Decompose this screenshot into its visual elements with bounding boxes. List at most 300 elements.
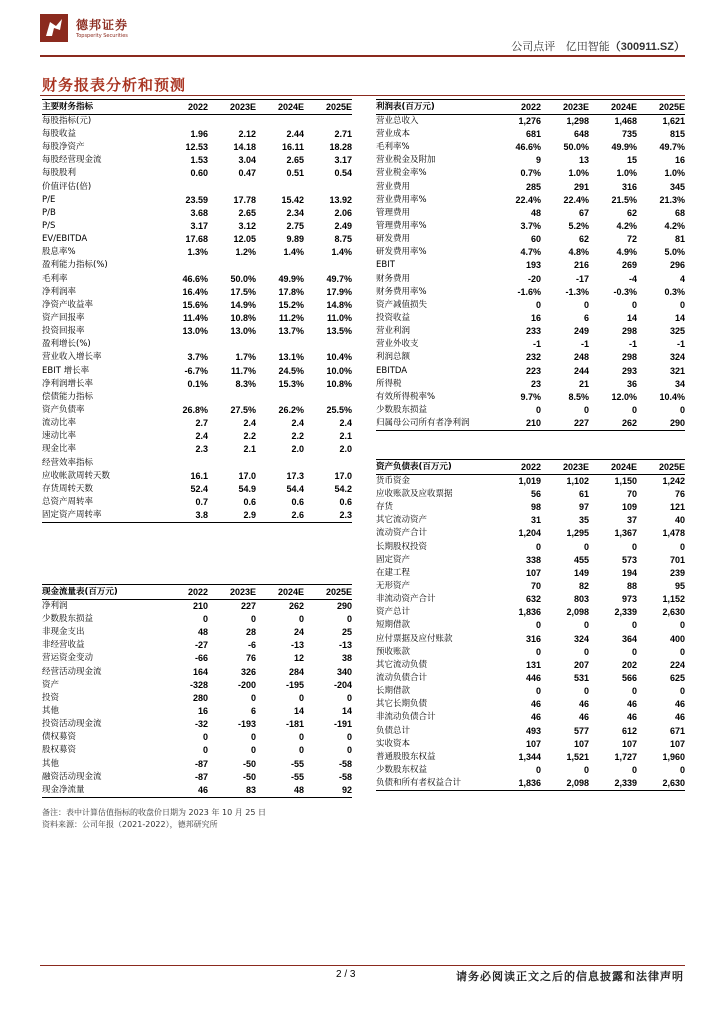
cell-value: 973: [621, 594, 637, 605]
cell-value: 54.4: [286, 483, 304, 494]
row-label: 投资收益: [376, 313, 411, 324]
row-label: 非经营收益: [42, 640, 85, 651]
cell-value: [208, 338, 256, 351]
cell-value: 26.2%: [278, 405, 304, 416]
table-row: [42, 351, 352, 364]
cell-value: 14: [674, 313, 685, 324]
cell-value: 2.4: [339, 418, 352, 429]
year-header: 2025E: [304, 100, 352, 115]
cell-value: 13.5%: [326, 326, 352, 337]
cell-value: 216: [573, 260, 589, 271]
row-label: 净利润增长率: [42, 378, 94, 389]
year-header: 2023E: [541, 100, 589, 115]
cell-value: 2.4: [195, 431, 208, 442]
row-label: 流动比率: [42, 418, 77, 429]
cell-value: 1.0%: [568, 168, 589, 179]
cell-value: 1.2%: [235, 247, 256, 258]
cell-value: 1,242: [662, 476, 685, 486]
row-label: 营业费用率%: [376, 194, 427, 205]
table-row: [376, 233, 685, 246]
row-label: 营业成本: [376, 129, 411, 140]
table-row: [376, 567, 685, 580]
cell-value: -6.7%: [184, 365, 208, 376]
cell-value: [256, 259, 304, 272]
table-row: [42, 167, 352, 180]
cell-value: 210: [493, 417, 541, 431]
table-row: [376, 554, 685, 567]
cell-value: 21.3%: [659, 194, 685, 205]
row-label: 营业费用: [376, 181, 411, 192]
cell-value: -58: [338, 771, 352, 782]
cell-value: 54.2: [334, 483, 352, 494]
cell-value: 23: [530, 378, 541, 389]
row-label: EBIT 增长率: [42, 365, 90, 376]
table-row: [42, 666, 352, 679]
cell-value: 340: [336, 666, 352, 677]
table-row: [42, 613, 352, 626]
cell-value: 3.7%: [520, 221, 541, 232]
row-label: 流动资产合计: [376, 528, 428, 539]
cell-value: 1,276: [518, 116, 541, 126]
cell-value: 13.0%: [182, 326, 208, 337]
table-row: [376, 633, 685, 646]
cell-value: 0: [583, 541, 589, 552]
cell-value: 290: [637, 417, 685, 431]
cell-value: 2.3: [195, 444, 208, 455]
table-header-row: [42, 100, 352, 115]
cell-value: 493: [525, 725, 541, 736]
cell-value: 0: [631, 541, 637, 552]
cell-value: 0: [631, 620, 637, 631]
cell-value: 248: [573, 352, 589, 363]
cell-value: 34: [674, 378, 685, 389]
cell-value: 10.0%: [326, 365, 352, 376]
cell-value: 2.1: [339, 431, 352, 442]
cell-value: 82: [578, 581, 589, 592]
cell-value: 21.5%: [611, 194, 637, 205]
cell-value: 15.3%: [278, 378, 304, 389]
table-header-row: [376, 460, 685, 475]
cell-value: 23.59: [185, 194, 208, 205]
table-row: [42, 496, 352, 509]
cell-value: [256, 391, 304, 404]
cell-value: -1.6%: [517, 286, 541, 297]
table-row: [42, 705, 352, 718]
row-label: 应收账款及应收票据: [376, 489, 453, 500]
cell-value: 2.6: [256, 509, 304, 523]
cell-value: 76: [674, 489, 685, 500]
cell-value: 14: [293, 706, 304, 717]
cell-value: 11.2%: [278, 313, 304, 324]
cell-value: 14.18: [233, 142, 256, 153]
cell-value: 2.4: [243, 418, 256, 429]
cell-value: 0: [298, 614, 304, 625]
cell-value: 0: [679, 686, 685, 697]
cell-value: [304, 457, 352, 470]
year-header: 2024E: [589, 100, 637, 115]
logo-english-name: Topsperity Securities: [76, 33, 128, 39]
row-label: 投资活动现金流: [42, 719, 102, 730]
cell-value: 8.3%: [235, 378, 256, 389]
cell-value: 531: [573, 673, 589, 684]
header-divider: [40, 55, 685, 57]
brand-logo-icon: [40, 14, 68, 42]
cell-value: 0: [346, 732, 352, 743]
cell-value: [208, 181, 256, 194]
table-row: [42, 626, 352, 639]
cell-value: 49.9%: [611, 142, 637, 153]
row-label: 管理费用率%: [376, 221, 427, 232]
cell-value: -32: [194, 719, 208, 730]
cell-value: 1,102: [566, 476, 589, 486]
row-label: 管理费用: [376, 207, 411, 218]
row-label: 总资产周转率: [42, 497, 94, 507]
cell-value: [160, 457, 208, 470]
table-row: [42, 758, 352, 771]
cell-value: 2.4: [291, 418, 304, 429]
table-row: [376, 672, 685, 685]
table-row: [42, 771, 352, 784]
row-label: 研发费用: [376, 234, 411, 245]
cell-value: 46: [626, 712, 637, 723]
row-label: 所得税: [376, 378, 402, 389]
table-header-row: [42, 585, 352, 600]
cell-value: 2,339: [589, 777, 637, 791]
row-label: 股息率%: [42, 247, 76, 258]
row-label: 盈利增长(%): [42, 339, 91, 350]
table-row: [42, 273, 352, 286]
cell-value: 8.5%: [568, 391, 589, 402]
row-label: 其它长期负债: [376, 699, 428, 710]
cell-value: 13.0%: [230, 326, 256, 337]
cell-value: 224: [669, 659, 685, 670]
cell-value: 0: [202, 614, 208, 625]
cell-value: 54.9: [238, 483, 256, 494]
row-label: 资产总计: [376, 607, 411, 618]
cell-value: 25.5%: [326, 405, 352, 416]
cell-value: 0: [535, 405, 541, 416]
cell-value: 11.7%: [230, 365, 256, 376]
stock-code: （300911.SZ）: [609, 41, 685, 53]
cell-value: 0.60: [190, 168, 208, 179]
row-label: 投资回报率: [42, 326, 85, 337]
cell-value: 3.17: [190, 221, 208, 232]
table-row: [42, 299, 352, 312]
table-row: [42, 115, 352, 129]
cell-value: 36: [626, 378, 637, 389]
cell-value: 298: [621, 326, 637, 337]
cell-value: 72: [626, 234, 637, 245]
cell-value: 24: [293, 627, 304, 638]
table-row: [376, 404, 685, 417]
cell-value: 50.0%: [563, 142, 589, 153]
cell-value: 92: [304, 784, 352, 798]
table-row: [376, 488, 685, 501]
table-row: [376, 299, 685, 312]
cell-value: 227: [541, 417, 589, 431]
cell-value: 193: [525, 260, 541, 271]
cell-value: 121: [669, 502, 685, 513]
table-row: [42, 600, 352, 614]
table-row: [42, 365, 352, 378]
cell-value: 0.51: [286, 168, 304, 179]
cell-value: 61: [578, 489, 589, 500]
cell-value: [304, 259, 352, 272]
row-label: 普通股股东权益: [376, 751, 436, 762]
table-row: [376, 527, 685, 540]
table-row: [42, 220, 352, 233]
cell-value: 1,204: [518, 528, 541, 539]
row-label: 营业税金及附加: [376, 155, 436, 166]
table-row: [376, 698, 685, 711]
cell-value: 83: [208, 784, 256, 798]
cell-value: 1.96: [190, 129, 208, 140]
cell-value: 1,478: [662, 528, 685, 539]
cell-value: 326: [240, 666, 256, 677]
cell-value: [256, 338, 304, 351]
legal-disclaimer: 请务必阅读正文之后的信息披露和法律声明: [456, 970, 684, 983]
cell-value: 11.0%: [326, 313, 352, 324]
cell-value: 107: [621, 738, 637, 749]
row-label: 经营活动现金流: [42, 666, 102, 677]
cell-value: 0: [535, 646, 541, 657]
table-row: [376, 541, 685, 554]
note-source: 资料来源：公司年报（2021-2022），德邦研究所: [42, 820, 218, 829]
table-row: [42, 286, 352, 299]
cell-value: 46: [530, 712, 541, 723]
cell-value: 0: [583, 405, 589, 416]
cell-value: 46.6%: [182, 273, 208, 284]
section-title: 财务报表分析和预测: [42, 76, 187, 94]
cell-value: 3.8: [160, 509, 208, 523]
row-label: 财务费用率%: [376, 286, 427, 297]
cell-value: 22.4%: [515, 194, 541, 205]
row-label: 资产减值损失: [376, 299, 428, 310]
table-row: [376, 246, 685, 259]
cell-value: 12.05: [233, 234, 256, 245]
row-label: 固定资产周转率: [42, 509, 160, 523]
table-row: [42, 470, 352, 483]
cell-value: 2,098: [541, 777, 589, 791]
cell-value: 2.49: [334, 221, 352, 232]
row-label: P/E: [42, 194, 56, 205]
table-row: [376, 606, 685, 619]
table-row: [376, 725, 685, 738]
cell-value: 321: [669, 365, 685, 376]
cell-value: 70: [530, 581, 541, 592]
table-row: [42, 784, 352, 798]
table-row: [376, 593, 685, 606]
report-type: 公司点评: [511, 40, 556, 53]
row-label: 现金净流量: [42, 784, 160, 798]
cell-value: [256, 115, 304, 129]
cell-value: -87: [194, 771, 208, 782]
cell-value: 46: [674, 699, 685, 710]
cell-value: 6: [250, 706, 256, 717]
cell-value: 0: [679, 541, 685, 552]
row-label: 毛利率: [42, 273, 68, 284]
cell-value: 18.28: [329, 142, 352, 153]
row-label: 速动比率: [42, 431, 77, 442]
row-label: 资产回报率: [42, 313, 85, 324]
cell-value: 2.2: [243, 431, 256, 442]
cell-value: 1,344: [518, 751, 541, 762]
cell-value: 446: [525, 673, 541, 684]
row-label: 存货周转天数: [42, 483, 94, 494]
company-name: 亿田智能: [565, 40, 610, 53]
table-row: [376, 764, 685, 777]
cell-value: 48: [530, 207, 541, 218]
row-label: EBIT: [376, 260, 395, 271]
cell-value: 16: [197, 706, 208, 717]
table-row: [376, 286, 685, 299]
cell-value: 400: [669, 633, 685, 644]
table-row: [42, 430, 352, 443]
table-row: [376, 417, 685, 431]
row-label: 在建工程: [376, 567, 411, 578]
cell-value: 202: [621, 659, 637, 670]
row-label: 每股经营现金流: [42, 155, 102, 166]
row-label: 短期借款: [376, 620, 411, 631]
cell-value: 194: [621, 567, 637, 578]
cell-value: -195: [285, 679, 304, 690]
row-label: 净利润: [42, 601, 68, 611]
row-label: 营运资金变动: [42, 653, 94, 664]
cell-value: 9.7%: [520, 391, 541, 402]
cell-value: 1.3%: [187, 247, 208, 258]
row-label: 实收资本: [376, 738, 411, 749]
cell-value: 2,630: [637, 777, 685, 791]
cell-value: 2.34: [286, 207, 304, 218]
cell-value: 0: [535, 686, 541, 697]
company-logo: [40, 14, 170, 46]
cell-value: -58: [338, 758, 352, 769]
row-label: 非流动负债合计: [376, 712, 436, 723]
row-label: 债权募资: [42, 732, 77, 743]
table-row: [376, 365, 685, 378]
cell-value: -1.3%: [565, 286, 589, 297]
row-label: 营业利润: [376, 326, 411, 337]
cell-value: 298: [621, 352, 637, 363]
cell-value: 5.0%: [664, 247, 685, 258]
year-header: 2025E: [304, 585, 352, 600]
cell-value: -6: [247, 640, 256, 651]
table-row: [42, 378, 352, 391]
cell-value: 70: [626, 489, 637, 500]
cell-value: 0: [679, 765, 685, 776]
cell-value: 0: [250, 692, 256, 703]
table-notes: [42, 807, 266, 831]
table-row: [42, 259, 352, 272]
cell-value: 50.0%: [230, 273, 256, 284]
cell-value: 0: [583, 686, 589, 697]
row-label: 应付票据及应付账款: [376, 633, 453, 644]
cell-value: 1,298: [566, 116, 589, 126]
cell-value: 1,836: [493, 777, 541, 791]
cell-value: 2,339: [614, 607, 637, 618]
page-header: [40, 14, 685, 54]
cell-value: 0: [679, 299, 685, 310]
cell-value: 625: [669, 673, 685, 684]
cell-value: 6: [583, 313, 589, 324]
cell-value: 10.4%: [326, 352, 352, 363]
cell-value: 239: [669, 567, 685, 578]
row-label: 经营效率指标: [42, 457, 94, 468]
cell-value: 3.68: [190, 207, 208, 218]
row-label: 财务费用: [376, 273, 411, 284]
cell-value: 67: [578, 207, 589, 218]
table-row: [42, 312, 352, 325]
row-label: 少数股东损益: [376, 405, 428, 416]
cell-value: 0: [298, 692, 304, 703]
cell-value: 2.65: [238, 207, 256, 218]
cell-value: 17.8%: [278, 286, 304, 297]
cell-value: 46: [530, 699, 541, 710]
cell-value: -55: [290, 758, 304, 769]
cell-value: [160, 181, 208, 194]
row-label: 存货: [376, 502, 394, 513]
cell-value: 0: [631, 765, 637, 776]
cell-value: [208, 259, 256, 272]
table-row: [42, 338, 352, 351]
cell-value: 13.92: [329, 194, 352, 205]
cell-value: 573: [621, 554, 637, 565]
cell-value: 46: [578, 712, 589, 723]
cell-value: 612: [621, 725, 637, 736]
cell-value: 28: [245, 627, 256, 638]
cell-value: 223: [525, 365, 541, 376]
cell-value: 12: [293, 653, 304, 664]
cell-value: 149: [573, 567, 589, 578]
cell-value: 2.9: [208, 509, 256, 523]
row-label: 其他: [42, 758, 60, 769]
cell-value: 3.7%: [187, 352, 208, 363]
row-label: EV/EBITDA: [42, 234, 88, 245]
table-row: [376, 580, 685, 593]
cell-value: 0: [202, 745, 208, 756]
cell-value: 0: [250, 614, 256, 625]
cell-value: 296: [669, 260, 685, 271]
cell-value: 62: [578, 234, 589, 245]
cell-value: 1.4%: [331, 247, 352, 258]
year-header: 2024E: [589, 460, 637, 475]
table-row: [42, 207, 352, 220]
cell-value: 52.4: [190, 483, 208, 494]
cell-value: 8.75: [334, 234, 352, 245]
table-row: [376, 220, 685, 233]
cell-value: -87: [194, 758, 208, 769]
table-row: [376, 391, 685, 404]
table-row: [376, 128, 685, 141]
table-row: [42, 194, 352, 207]
cell-value: 0: [679, 405, 685, 416]
cell-value: 68: [674, 207, 685, 218]
row-label: 每股股利: [42, 168, 77, 179]
cell-value: 671: [669, 725, 685, 736]
cell-value: [304, 338, 352, 351]
cell-value: 269: [621, 260, 637, 271]
cell-value: 0: [583, 765, 589, 776]
row-label: 预收账款: [376, 646, 411, 657]
cell-value: 49.9%: [278, 273, 304, 284]
row-label: 资产: [42, 679, 60, 690]
cell-value: 1,468: [614, 116, 637, 126]
cell-value: 0: [631, 299, 637, 310]
cell-value: 17.5%: [230, 286, 256, 297]
cell-value: 46: [160, 784, 208, 798]
cell-value: 4.2%: [616, 221, 637, 232]
cell-value: [256, 457, 304, 470]
